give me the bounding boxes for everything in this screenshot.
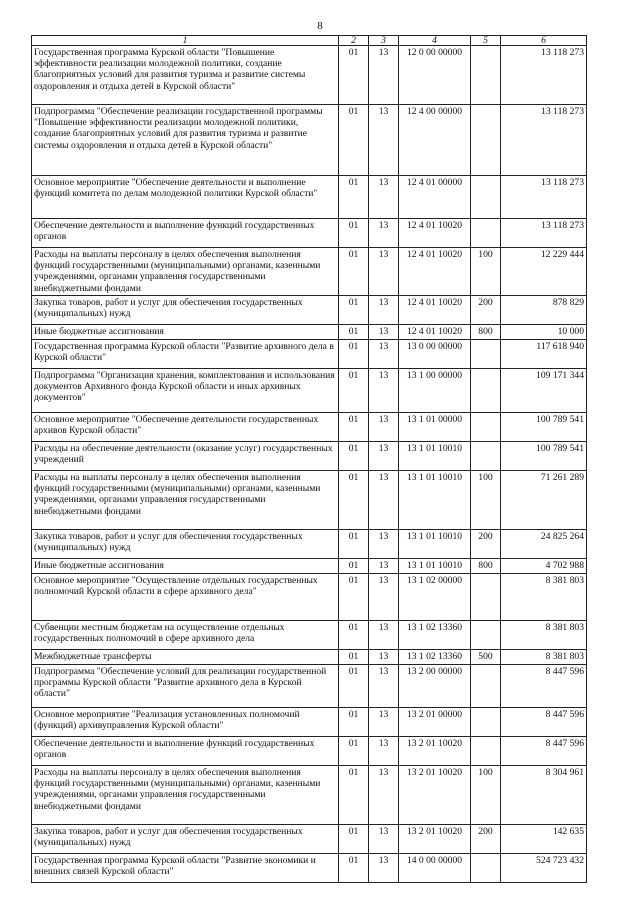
row-section-cell: 01: [339, 665, 369, 708]
row-amount-cell: 524 723 432: [501, 854, 587, 883]
row-expense-type-cell: [471, 369, 501, 413]
row-name-cell: Основное мероприятие "Реализация установленных полномочий (функций) архивуправления Курской области": [32, 708, 339, 737]
row-target-article-cell: 13 1 02 13360: [399, 650, 471, 665]
header-col-1: 1: [32, 36, 339, 46]
row-subsection-cell: 13: [369, 650, 399, 665]
row-amount-cell: 100 789 541: [501, 413, 587, 442]
row-subsection-cell: 13: [369, 413, 399, 442]
header-col-4: 4: [399, 36, 471, 46]
row-name-cell: Расходы на обеспечение деятельности (оказание услуг) государственных учреждений: [32, 442, 339, 471]
row-target-article-cell: 13 2 01 10020: [399, 766, 471, 825]
row-section-cell: 01: [339, 737, 369, 766]
row-target-article-cell: 12 4 00 00000: [399, 105, 471, 176]
table-row: [32, 708, 587, 737]
row-name-cell: Государственная программа Курской области "Развитие экономики и внешних связей Курской области": [32, 854, 339, 883]
row-expense-type-cell: 500: [471, 650, 501, 665]
table-row: [32, 219, 587, 248]
row-target-article-cell: 13 1 01 00000: [399, 413, 471, 442]
row-section-cell: 01: [339, 574, 369, 621]
row-expense-type-cell: [471, 176, 501, 219]
row-subsection-cell: 13: [369, 737, 399, 766]
table-row: [32, 559, 587, 574]
row-subsection-cell: 13: [369, 219, 399, 248]
row-amount-cell: 4 702 988: [501, 559, 587, 574]
row-name-cell: Государственная программа Курской области "Повышение эффективности реализации молодежной политики, создание благоприятных условий для развития туризма и развитие системы оздоровления и отдыха детей в Курской области": [32, 46, 339, 105]
row-subsection-cell: 13: [369, 665, 399, 708]
row-subsection-cell: 13: [369, 105, 399, 176]
row-section-cell: 01: [339, 219, 369, 248]
row-section-cell: 01: [339, 46, 369, 105]
row-subsection-cell: 13: [369, 559, 399, 574]
table-row: [32, 766, 587, 825]
header-col-3: 3: [369, 36, 399, 46]
row-subsection-cell: 13: [369, 325, 399, 340]
row-section-cell: 01: [339, 825, 369, 854]
table-row: [32, 737, 587, 766]
row-expense-type-cell: [471, 413, 501, 442]
table-row: [32, 105, 587, 176]
row-expense-type-cell: 100: [471, 766, 501, 825]
table-row: [32, 825, 587, 854]
row-subsection-cell: 13: [369, 340, 399, 369]
row-expense-type-cell: [471, 665, 501, 708]
row-subsection-cell: 13: [369, 248, 399, 296]
row-target-article-cell: 12 4 01 10020: [399, 248, 471, 296]
table-row: [32, 471, 587, 530]
row-section-cell: 01: [339, 650, 369, 665]
row-expense-type-cell: [471, 46, 501, 105]
table-row: [32, 665, 587, 708]
table-body: [32, 46, 587, 883]
row-subsection-cell: 13: [369, 621, 399, 650]
row-amount-cell: 13 118 273: [501, 105, 587, 176]
row-name-cell: Иные бюджетные ассигнования: [32, 559, 339, 574]
row-amount-cell: 8 381 803: [501, 650, 587, 665]
row-name-cell: Закупка товаров, работ и услуг для обеспечения государственных (муниципальных) нужд: [32, 825, 339, 854]
row-amount-cell: 8 304 961: [501, 766, 587, 825]
row-amount-cell: 878 829: [501, 296, 587, 325]
row-section-cell: 01: [339, 530, 369, 559]
row-name-cell: Субвенции местным бюджетам на осуществление отдельных государственных полномочий в сфере архивного дела: [32, 621, 339, 650]
row-name-cell: Обеспечение деятельности и выполнение функций государственных органов: [32, 219, 339, 248]
row-subsection-cell: 13: [369, 574, 399, 621]
row-target-article-cell: 13 1 00 00000: [399, 369, 471, 413]
row-target-article-cell: 12 4 01 10020: [399, 325, 471, 340]
row-section-cell: 01: [339, 413, 369, 442]
row-expense-type-cell: [471, 105, 501, 176]
row-name-cell: Подпрограмма "Обеспечение условий для реализации государственной программы Курской области "Развитие архивного дела в Курской области": [32, 665, 339, 708]
budget-table: [31, 35, 587, 883]
row-name-cell: Межбюджетные трансферты: [32, 650, 339, 665]
row-amount-cell: 117 618 940: [501, 340, 587, 369]
table-row: [32, 325, 587, 340]
row-subsection-cell: 13: [369, 708, 399, 737]
row-target-article-cell: 12 4 01 10020: [399, 296, 471, 325]
table-row: [32, 340, 587, 369]
row-section-cell: 01: [339, 340, 369, 369]
table-row: [32, 650, 587, 665]
row-expense-type-cell: [471, 854, 501, 883]
row-amount-cell: 142 635: [501, 825, 587, 854]
row-amount-cell: 10 000: [501, 325, 587, 340]
row-section-cell: 01: [339, 325, 369, 340]
row-amount-cell: 13 118 273: [501, 46, 587, 105]
row-subsection-cell: 13: [369, 854, 399, 883]
row-expense-type-cell: 200: [471, 825, 501, 854]
row-target-article-cell: 14 0 00 00000: [399, 854, 471, 883]
row-expense-type-cell: 800: [471, 559, 501, 574]
row-expense-type-cell: [471, 574, 501, 621]
header-col-5: 5: [471, 36, 501, 46]
row-target-article-cell: 13 1 01 10010: [399, 471, 471, 530]
row-amount-cell: 8 447 596: [501, 708, 587, 737]
table-row: [32, 854, 587, 883]
row-target-article-cell: 13 1 01 10010: [399, 530, 471, 559]
row-target-article-cell: 13 2 01 10020: [399, 825, 471, 854]
row-name-cell: Расходы на выплаты персоналу в целях обеспечения выполнения функций государственными (муниципальными) органами, казенными учреждениями, органами управления государственными внебюджетными фондами: [32, 471, 339, 530]
table-row: [32, 296, 587, 325]
row-amount-cell: 8 447 596: [501, 737, 587, 766]
row-amount-cell: 8 381 803: [501, 621, 587, 650]
row-expense-type-cell: [471, 340, 501, 369]
row-name-cell: Подпрограмма "Обеспечение реализации государственной программы "Повышение эффективности реализации молодежной политики, создание благоприятных условий для развития туризма и развитие системы оздоровления и отдыха детей в Курской области": [32, 105, 339, 176]
row-name-cell: Расходы на выплаты персоналу в целях обеспечения выполнения функций государственными (муниципальными) органами, казенными учреждениями, органами управления государственными внебюджетными фондами: [32, 248, 339, 296]
row-section-cell: 01: [339, 176, 369, 219]
row-name-cell: Основное мероприятие "Осуществление отдельных государственных полномочий Курской области в сфере архивного дела": [32, 574, 339, 621]
row-target-article-cell: 13 2 00 00000: [399, 665, 471, 708]
row-amount-cell: 109 171 344: [501, 369, 587, 413]
row-subsection-cell: 13: [369, 766, 399, 825]
row-name-cell: Основное мероприятие "Обеспечение деятельности государственных архивов Курской области": [32, 413, 339, 442]
row-section-cell: 01: [339, 708, 369, 737]
row-subsection-cell: 13: [369, 46, 399, 105]
row-subsection-cell: 13: [369, 369, 399, 413]
row-amount-cell: 100 789 541: [501, 442, 587, 471]
row-expense-type-cell: 100: [471, 471, 501, 530]
row-target-article-cell: 12 4 01 10020: [399, 219, 471, 248]
table-row: [32, 369, 587, 413]
row-name-cell: Подпрограмма "Организация хранения, комплектования и использования документов Архивного фонда Курской области и иных архивных документов": [32, 369, 339, 413]
table-row: [32, 442, 587, 471]
table-header: [32, 36, 587, 46]
row-amount-cell: 71 261 289: [501, 471, 587, 530]
row-amount-cell: 24 825 264: [501, 530, 587, 559]
table-row: [32, 574, 587, 621]
row-expense-type-cell: [471, 219, 501, 248]
row-name-cell: Государственная программа Курской области "Развитие архивного дела в Курской области": [32, 340, 339, 369]
row-name-cell: Основное мероприятие "Обеспечение деятельности и выполнение функций комитета по делам молодежной политики Курской области": [32, 176, 339, 219]
row-section-cell: 01: [339, 471, 369, 530]
row-target-article-cell: 13 1 02 00000: [399, 574, 471, 621]
row-expense-type-cell: [471, 708, 501, 737]
row-section-cell: 01: [339, 559, 369, 574]
header-col-2: 2: [339, 36, 369, 46]
row-expense-type-cell: [471, 621, 501, 650]
row-section-cell: 01: [339, 105, 369, 176]
table-row: [32, 176, 587, 219]
table-row: [32, 621, 587, 650]
row-target-article-cell: 13 2 01 10020: [399, 737, 471, 766]
row-target-article-cell: 13 1 01 10010: [399, 559, 471, 574]
header-col-6: 6: [501, 36, 587, 46]
row-expense-type-cell: [471, 737, 501, 766]
row-subsection-cell: 13: [369, 442, 399, 471]
table-row: [32, 530, 587, 559]
row-amount-cell: 8 381 803: [501, 574, 587, 621]
row-section-cell: 01: [339, 248, 369, 296]
table-row: [32, 248, 587, 296]
row-amount-cell: 13 118 273: [501, 176, 587, 219]
page-number: 8: [317, 20, 323, 32]
row-expense-type-cell: 800: [471, 325, 501, 340]
row-section-cell: 01: [339, 296, 369, 325]
row-target-article-cell: 13 1 01 10010: [399, 442, 471, 471]
header-row: [32, 36, 587, 46]
row-expense-type-cell: 100: [471, 248, 501, 296]
row-section-cell: 01: [339, 442, 369, 471]
row-expense-type-cell: 200: [471, 296, 501, 325]
row-expense-type-cell: [471, 442, 501, 471]
row-section-cell: 01: [339, 854, 369, 883]
row-target-article-cell: 12 4 01 00000: [399, 176, 471, 219]
row-subsection-cell: 13: [369, 530, 399, 559]
table-row: [32, 413, 587, 442]
row-target-article-cell: 13 1 02 13360: [399, 621, 471, 650]
row-name-cell: Иные бюджетные ассигнования: [32, 325, 339, 340]
row-section-cell: 01: [339, 766, 369, 825]
row-subsection-cell: 13: [369, 296, 399, 325]
row-section-cell: 01: [339, 621, 369, 650]
row-subsection-cell: 13: [369, 176, 399, 219]
row-section-cell: 01: [339, 369, 369, 413]
row-name-cell: Закупка товаров, работ и услуг для обеспечения государственных (муниципальных) нужд: [32, 530, 339, 559]
row-name-cell: Обеспечение деятельности и выполнение функций государственных органов: [32, 737, 339, 766]
row-amount-cell: 8 447 596: [501, 665, 587, 708]
row-expense-type-cell: 200: [471, 530, 501, 559]
table-row: [32, 46, 587, 105]
row-subsection-cell: 13: [369, 471, 399, 530]
row-target-article-cell: 13 0 00 00000: [399, 340, 471, 369]
row-name-cell: Расходы на выплаты персоналу в целях обеспечения выполнения функций государственными (муниципальными) органами, казенными учреждениями, органами управления государственными внебюджетными фондами: [32, 766, 339, 825]
row-target-article-cell: 12 0 00 00000: [399, 46, 471, 105]
row-subsection-cell: 13: [369, 825, 399, 854]
row-amount-cell: 12 229 444: [501, 248, 587, 296]
row-name-cell: Закупка товаров, работ и услуг для обеспечения государственных (муниципальных) нужд: [32, 296, 339, 325]
row-target-article-cell: 13 2 01 00000: [399, 708, 471, 737]
row-amount-cell: 13 118 273: [501, 219, 587, 248]
